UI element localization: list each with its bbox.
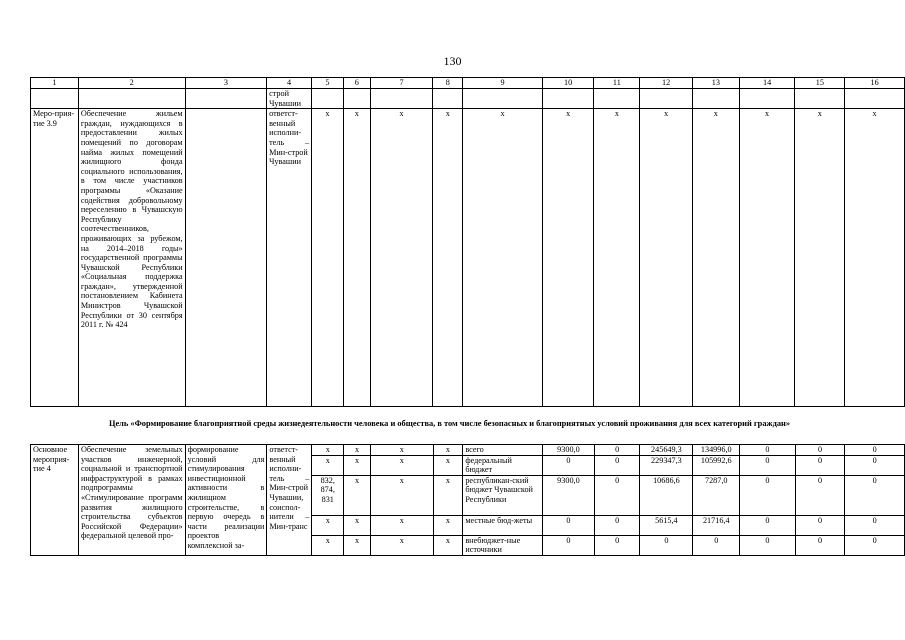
measure-code: Основное мероприя-тие 4: [31, 445, 79, 556]
col-num: 12: [640, 78, 693, 89]
table-cell: x: [371, 455, 434, 475]
table-row: [31, 445, 905, 456]
responsible-executor: ответст-венный исполни-тель – Мин-строй Чувашии, соиспол-нители – Мин-транс: [267, 445, 312, 556]
table-cell: x: [845, 109, 905, 407]
measure-code: Меро-прия-тие 3.9: [31, 109, 79, 407]
table-cell: 229347,3: [640, 455, 693, 475]
table-cell: x: [312, 455, 344, 475]
table-cell: x: [640, 109, 693, 407]
table-cell: 832, 874, 831: [312, 475, 344, 515]
col-num: 15: [795, 78, 845, 89]
table-cell: 0: [594, 455, 640, 475]
table-cell: 0: [640, 535, 693, 555]
goal-heading: Цель «Формирование благоприятной среды жизнедеятельности человека и общества, в том числе безопасных и благоприятных условий проживания для всех категорий граждан»: [108, 419, 791, 428]
table-cell: x: [463, 109, 543, 407]
page-number: 130: [443, 54, 462, 68]
table-cell: x: [312, 515, 344, 535]
table-cell: x: [370, 109, 433, 407]
table-cell: x: [371, 535, 434, 555]
program-table-upper: [30, 77, 905, 407]
table-cell: 0: [543, 535, 595, 555]
table-cell: 0: [543, 455, 595, 475]
table-cell: 0: [845, 455, 905, 475]
table-cell: 0: [740, 535, 796, 555]
funding-source: федеральный бюджет: [463, 455, 543, 475]
table-cell: строй Чувашии: [267, 89, 312, 109]
col-num: 11: [594, 78, 640, 89]
col-num: 1: [31, 78, 79, 89]
col-num: 6: [343, 78, 370, 89]
table-cell: x: [343, 109, 370, 407]
table-cell: x: [344, 515, 371, 535]
table-cell: x: [371, 445, 434, 456]
table-cell: 0: [795, 455, 845, 475]
table-cell: 0: [594, 515, 640, 535]
col-num: 8: [433, 78, 463, 89]
table-cell: 9300,0: [543, 475, 595, 515]
measure-name: Обеспечение жильем граждан, нуждающихся в предоставлении жилых помещений по договорам найма жилых помещений жилищного фонда социального использования, в том числе участников программы «Оказание содействия добровольному переселению в Чувашскую Республику соотечественников, проживающих за рубежом, на 2014–2018 годы» государственной программы Чувашской Республики «Социальная поддержка граждан», утвержденной постановлением Кабинета Министров Чувашской Республики от 30 сентября 2011 г. № 424: [78, 109, 185, 407]
table-cell: x: [594, 109, 640, 407]
table-cell: x: [312, 109, 344, 407]
table-cell: 0: [543, 515, 595, 535]
table-cell: 0: [693, 535, 740, 555]
table-cell: x: [344, 475, 371, 515]
program-table-lower: [30, 444, 905, 556]
table-cell: x: [433, 475, 463, 515]
table-cell: 0: [795, 535, 845, 555]
table-cell: 0: [594, 475, 640, 515]
responsible-executor: ответст-венный исполни-тель – Мин-строй Чувашии: [267, 109, 312, 407]
table-cell: x: [692, 109, 739, 407]
table-cell: 245649,3: [640, 445, 693, 456]
col-num: 4: [267, 78, 312, 89]
measure-target: формирование условий для стимулирования инвестиционной активности в жилищном строительстве, в первую очередь в части реализации проектов комплексной за-: [185, 445, 267, 556]
table-cell: x: [344, 445, 371, 456]
table-cell: 0: [845, 445, 905, 456]
table-cell: 0: [740, 515, 796, 535]
table-cell: x: [344, 455, 371, 475]
table-cell: 0: [795, 445, 845, 456]
funding-source: внебюджет-ные источники: [463, 535, 543, 555]
table-cell: 0: [795, 515, 845, 535]
table-cell: x: [344, 535, 371, 555]
table-cell: 9300,0: [543, 445, 595, 456]
measure-3-9-row: [31, 109, 905, 407]
column-number-row: [31, 78, 905, 89]
table-cell: 0: [740, 475, 796, 515]
table-cell: 0: [845, 515, 905, 535]
funding-source: местные бюд-жеты: [463, 515, 543, 535]
col-num: 14: [739, 78, 795, 89]
table-cell: x: [433, 109, 463, 407]
table-cell: 5615,4: [640, 515, 693, 535]
table-cell: 10686,6: [640, 475, 693, 515]
table-cell: 0: [845, 535, 905, 555]
col-num: 3: [185, 78, 267, 89]
col-num: 7: [370, 78, 433, 89]
col-num: 10: [542, 78, 594, 89]
table-cell: x: [542, 109, 594, 407]
measure-name: Обеспечение земельных участков инженерной, социальной и транспортной инфраструктурой в рамках подпрограммы «Стимулирование программ развития жилищного строительства субъектов Российской Федерации» федеральной целевой про-: [78, 445, 185, 556]
table-cell: x: [739, 109, 795, 407]
table-cell: x: [371, 515, 434, 535]
table-cell: 21716,4: [693, 515, 740, 535]
continuation-row: [31, 89, 905, 109]
funding-source: республикан-ский бюджет Чувашской Республики: [463, 475, 543, 515]
col-num: 9: [463, 78, 543, 89]
table-cell: x: [433, 455, 463, 475]
col-num: 13: [692, 78, 739, 89]
table-cell: 7287,0: [693, 475, 740, 515]
col-num: 2: [78, 78, 185, 89]
col-num: 5: [312, 78, 344, 89]
table-cell: 0: [740, 445, 796, 456]
col-num: 16: [845, 78, 905, 89]
table-cell: x: [312, 445, 344, 456]
table-cell: 134996,0: [693, 445, 740, 456]
table-cell: 105992,6: [693, 455, 740, 475]
table-cell: x: [795, 109, 845, 407]
table-cell: 0: [740, 455, 796, 475]
table-cell: x: [433, 515, 463, 535]
table-cell: x: [433, 535, 463, 555]
table-cell: 0: [845, 475, 905, 515]
table-cell: 0: [795, 475, 845, 515]
table-cell: 0: [594, 445, 640, 456]
funding-source: всего: [463, 445, 543, 456]
table-cell: x: [433, 445, 463, 456]
table-cell: [185, 109, 267, 407]
table-cell: 0: [594, 535, 640, 555]
table-cell: x: [371, 475, 434, 515]
table-cell: x: [312, 535, 344, 555]
